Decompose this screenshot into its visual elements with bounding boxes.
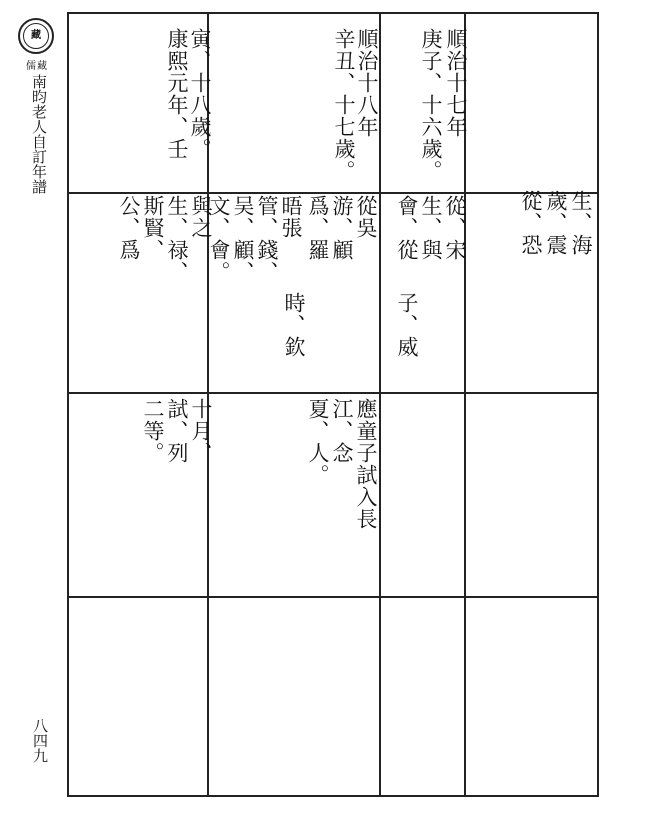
event-shunzhi-16-line-2: 歲、震: [544, 190, 568, 256]
event-shunzhi-17-line-2: 生、與: [419, 195, 443, 261]
event-kangxi-1-line-4: 公、爲: [117, 195, 141, 261]
note-kangxi-1-line-2: 試、列: [165, 398, 189, 464]
event-kangxi-1-line-2: 生、禄、: [165, 195, 189, 283]
note-kangxi-1-line-3: 二等。: [141, 398, 165, 464]
event-shunzhi-18-line-1: 從吳: [354, 195, 378, 239]
seal-text: 藏: [23, 23, 49, 49]
event-shunzhi-17-line-4: 子、威: [395, 292, 419, 358]
year-shunzhi-17-line-1: 順治十七年: [444, 28, 468, 138]
year-shunzhi-17-line-2: 庚子、十六歲。: [419, 28, 443, 182]
note-shunzhi-18-line-1: 應童子試入長: [354, 398, 378, 530]
page-number: 八四九: [31, 718, 49, 763]
event-shunzhi-16-line-1: 生、海: [569, 190, 593, 256]
book-title: 南昀老人自訂年譜: [30, 74, 48, 194]
collection-seal: [18, 18, 54, 54]
year-kangxi-1-line-1: 康熙元年、壬: [165, 28, 189, 160]
event-shunzhi-18-line-4: 時、欽: [282, 292, 306, 358]
event-kangxi-1-b-line-3: 吴、顧、: [231, 195, 255, 283]
event-shunzhi-17-line-3: 會、從: [395, 195, 419, 261]
event-shunzhi-18-line-3: 爲、羅: [306, 195, 330, 261]
event-kangxi-1-b-line-2: 管、錢、: [255, 195, 279, 283]
event-kangxi-1-b-line-4: 文、會。: [207, 195, 231, 283]
event-kangxi-1-line-3: 斯賢、: [141, 195, 165, 261]
note-shunzhi-18-line-2: 江、念: [330, 398, 354, 464]
year-kangxi-1-line-2: 寅、十八歲。: [188, 28, 212, 160]
row-divider-bottom: [69, 596, 597, 598]
row-divider-top: [69, 192, 597, 194]
event-shunzhi-16-line-3: 從、恐: [519, 190, 543, 256]
note-kangxi-1-line-1: 十月、: [189, 398, 213, 464]
note-shunzhi-18-line-3: 夏、人。: [306, 398, 330, 486]
event-kangxi-1-b-line-1: 晤張: [279, 195, 303, 239]
year-shunzhi-18-line-1: 順治十八年: [355, 28, 379, 138]
collection-name: 儒藏: [26, 61, 48, 72]
row-divider-middle: [69, 392, 597, 394]
column-rule-2: [379, 14, 381, 795]
event-shunzhi-18-line-2: 游、顧: [330, 195, 354, 261]
year-shunzhi-18-line-2: 辛丑、十七歲。: [332, 28, 356, 182]
event-shunzhi-17-line-1: 從、宋: [443, 195, 467, 261]
event-kangxi-1-line-1: 與之: [189, 195, 213, 239]
